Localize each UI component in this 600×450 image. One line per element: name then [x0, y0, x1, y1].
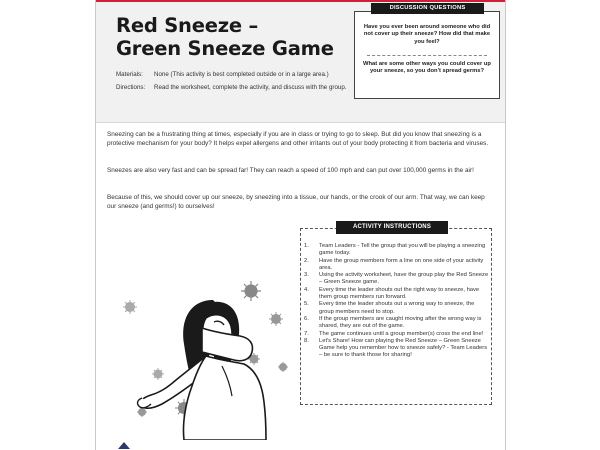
cover-paragraph: Because of this, we should cover up our sneeze, by sneezing into a tissue, our hands, or the crook of our arm. That way, we can keep our sneeze (and germs!) to ourselves!	[107, 194, 485, 210]
step-text: Have the group members form a line on one side of your activity area.	[319, 257, 484, 271]
germ-icon	[241, 281, 261, 301]
activity-step	[304, 316, 490, 331]
directions-value: Read the worksheet, complete the activity, and discuss with the group.	[154, 84, 347, 91]
materials-label: Materials:	[116, 71, 143, 78]
step-text: Team Leaders - Tell the group that you will be playing a sneezing game today.	[319, 243, 486, 257]
activity-step	[304, 272, 490, 287]
germ-icon	[152, 368, 164, 380]
speed-paragraph: Sneezes are also very fast and can be spread far! They can reach a speed of 100 mph and can put over 100,000 germs in the air!	[107, 167, 474, 174]
step-text: If the group members are caught moving after the wrong way is shared, they are out of the game.	[319, 315, 482, 330]
worksheet-header	[96, 0, 505, 123]
step-text: Let's Share! How can playing the Red Sneeze – Green Sneeze Game help you remember how to sneeze safely? - Team Leaders – be sure to thank those for sharing!	[319, 337, 488, 359]
step-number: 4.	[304, 286, 309, 293]
discussion-divider	[367, 55, 487, 56]
step-text: Using the activity worksheet, have the group play the Red Sneeze – Green Sneeze game.	[319, 272, 489, 286]
materials-value: None (This activity is best completed outside or in a large area.)	[154, 71, 329, 78]
activity-step	[304, 331, 490, 338]
logo-mark-icon	[118, 442, 130, 449]
title-line-2: Green Sneeze Game	[116, 37, 334, 60]
directions-label: Directions:	[116, 84, 146, 91]
person-sneezing-into-elbow-icon	[118, 262, 296, 440]
step-number: 6.	[304, 315, 309, 322]
step-text: The game continues until a group member(s) cross the end line!	[319, 330, 484, 337]
step-number: 3.	[304, 272, 309, 279]
activity-instructions-title: ACTIVITY INSTRUCTIONS	[336, 221, 448, 234]
activity-step	[304, 243, 490, 258]
step-number: 5.	[304, 301, 309, 308]
germ-icon	[269, 312, 283, 326]
germ-icon	[123, 300, 137, 314]
title-line-1: Red Sneeze –	[116, 14, 259, 37]
discussion-question-1: Have you ever been around someone who did not cover up their sneeze? How did that make you feel?	[363, 24, 491, 45]
intro-paragraph: Sneezing can be a frustrating thing at times, especially if you are in class or trying to go to sleep. But did you know that sneezing is a protective mechanism for your body? It helps expel allergens and other irritants out of your body protecting it from bacteria and viruses.	[107, 131, 489, 147]
step-text: Every time the leader shouts out the right way to sneeze, have them group members run forward.	[319, 286, 480, 301]
discussion-question-2: What are some other ways you could cover up your sneeze, so you don't spread germs?	[363, 61, 491, 75]
activity-steps-list	[304, 243, 490, 360]
activity-step	[304, 301, 490, 316]
activity-step	[304, 338, 490, 360]
step-text: Every time the leader shouts out a wrong way to sneeze, the group members need to stop.	[319, 301, 475, 315]
discussion-questions-title: DISCUSSION QUESTIONS	[371, 3, 484, 14]
page-title	[116, 14, 334, 60]
activity-step	[304, 258, 490, 273]
worksheet-page	[95, 0, 506, 450]
activity-step	[304, 287, 490, 302]
step-number: 2.	[304, 257, 309, 264]
step-number: 1.	[304, 243, 309, 249]
step-number: 7.	[304, 330, 309, 337]
step-number: 8.	[304, 337, 309, 344]
germ-icon	[278, 362, 288, 372]
